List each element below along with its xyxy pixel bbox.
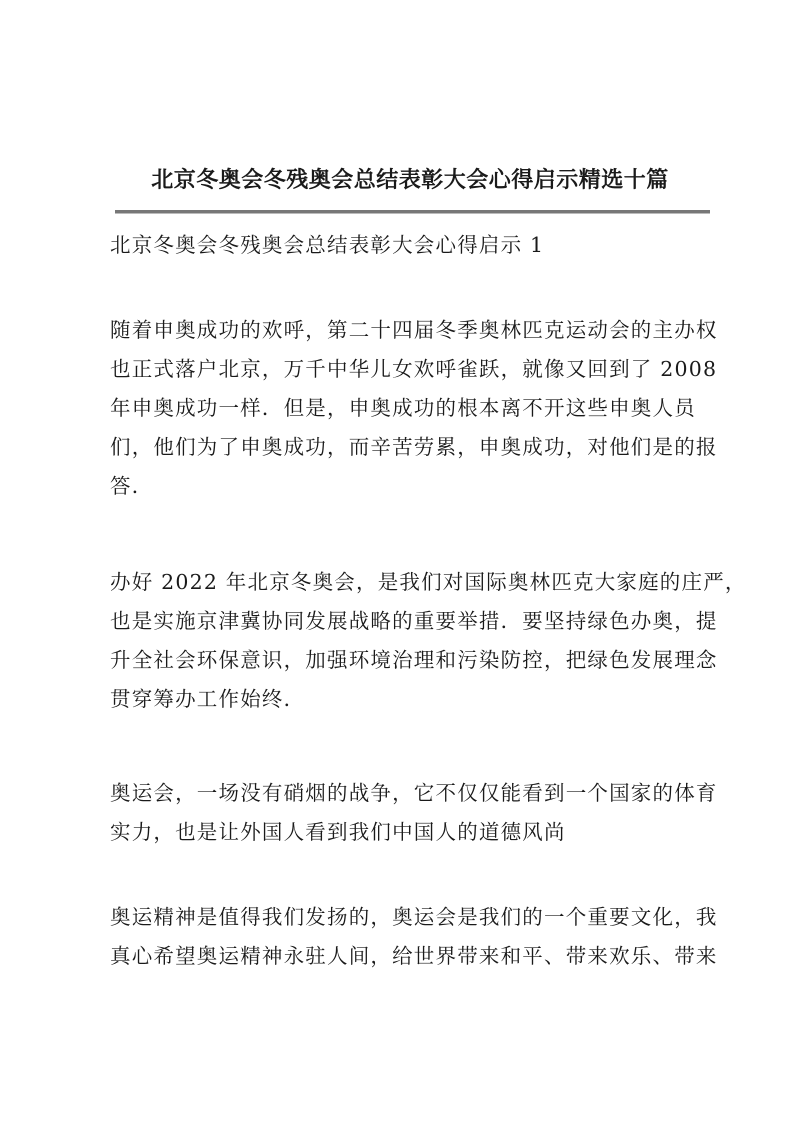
paragraph-line: 办好 2022 年北京冬奥会，是我们对国际奥林匹克大家庭的庄严， xyxy=(110,570,747,594)
paragraph-line: 随着申奥成功的欢呼，第二十四届冬季奥林匹克运动会的主办权 xyxy=(110,318,718,342)
paragraph-line: 答． xyxy=(110,474,154,498)
paragraph-line: 升全社会环保意识，加强环境治理和污染防控，把绿色发展理念 xyxy=(110,648,718,672)
paragraph-line: 真心希望奥运精神永驻人间，给世界带来和平、带来欢乐、带来 xyxy=(110,944,718,968)
section-heading: 北京冬奥会冬残奥会总结表彰大会心得启示 1 xyxy=(110,233,545,257)
paragraph-line: 贯穿筹办工作始终． xyxy=(110,687,306,711)
paragraph-line: 奥运精神是值得我们发扬的，奥运会是我们的一个重要文化，我 xyxy=(110,905,718,929)
paragraph-line: 们，他们为了申奥成功，而辛苦劳累，申奥成功，对他们是的报 xyxy=(110,435,718,459)
paragraph-line: 也是实施京津冀协同发展战略的重要举措．要坚持绿色办奥，提 xyxy=(110,609,718,633)
title-divider xyxy=(115,210,710,214)
paragraph-line: 也正式落户北京，万千中华儿女欢呼雀跃，就像又回到了 2008 xyxy=(110,357,718,381)
document-title: 北京冬奥会冬残奥会总结表彰大会心得启示精选十篇 xyxy=(151,167,669,193)
paragraph-line: 年申奥成功一样．但是，申奥成功的根本离不开这些申奥人员 xyxy=(110,396,696,420)
paragraph-line: 奥运会，一场没有硝烟的战争，它不仅仅能看到一个国家的体育 xyxy=(110,781,718,805)
paragraph-line: 实力，也是让外国人看到我们中国人的道德风尚 xyxy=(110,820,566,844)
